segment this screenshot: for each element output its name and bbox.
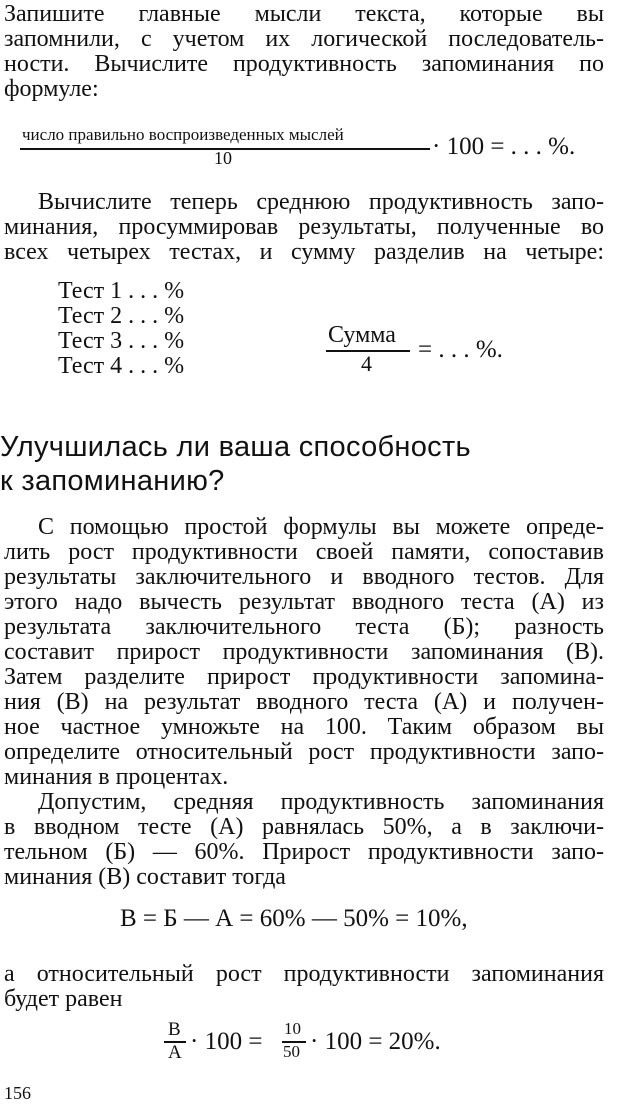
text-line: результата заключительного теста (Б); разность — [4, 614, 604, 640]
formula-rhs: · 100 = 20%. — [310, 1028, 441, 1055]
text-line: минания в процентах. — [4, 764, 229, 790]
text-line: лить рост продуктивности своей памяти, сопоставив — [4, 539, 604, 565]
text-line: формуле: — [4, 76, 99, 102]
intro-paragraph — [4, 2, 604, 102]
section-heading — [0, 430, 471, 498]
text-line: а относительный рост продуктивности запоминания — [4, 961, 604, 987]
text-line: этого надо вычесть результат вводного теста (А) из — [4, 589, 604, 615]
sum-numerator: Сумма — [328, 322, 396, 348]
text-line: С помощью простой формулы вы можете опреде- — [38, 514, 604, 540]
formula-rhs: · 100 = . . . %. — [432, 133, 576, 160]
fraction-numerator: В — [168, 1019, 181, 1040]
test-line: Тест 1 . . . % — [58, 278, 185, 304]
text-line: ности. Вычислите продуктивность запоминания по — [4, 51, 604, 77]
sum-denominator: 4 — [361, 351, 372, 376]
text-line: минания (В) составит тогда — [4, 864, 286, 890]
formula-numerator: число правильно воспроизведенных мыслей — [22, 125, 344, 144]
fraction-numerator: 10 — [284, 1019, 301, 1038]
average-paragraph — [4, 190, 604, 265]
text-line: Затем разделите прирост продуктивности запомина- — [4, 664, 604, 690]
text-line: Запишите главные мысли текста, которые вы — [4, 1, 604, 27]
page-number: 156 — [4, 1083, 31, 1103]
text-line: ное частное умножьте на 100. Таким образом вы — [4, 714, 604, 740]
text-line: минания, просуммировав результаты, полученные во — [4, 214, 604, 240]
text-line: всех четырех тестах, и сумму разделив на четыре: — [4, 239, 604, 265]
test-line: Тест 3 . . . % — [58, 328, 185, 354]
fraction-denominator: А — [168, 1042, 182, 1063]
increment-equation: В = Б — А = 60% — 50% = 10%, — [120, 905, 468, 932]
body-paragraph-2 — [4, 790, 604, 890]
text-line: ния (В) на результат вводного теста (А) и получен- — [4, 689, 604, 715]
text-line: результаты заключительного и вводного тестов. Для — [4, 564, 604, 590]
sum-rhs: = . . . %. — [418, 336, 503, 363]
text-line: будет равен — [4, 986, 123, 1012]
fraction-denominator: 50 — [283, 1042, 300, 1061]
text-line: определите относительный рост продуктивности запо- — [4, 739, 604, 765]
heading-line: Улучшилась ли ваша способность — [0, 431, 471, 463]
text-line: в вводном тесте (А) равнялась 50%, а в заключи- — [4, 814, 604, 840]
body-paragraph-3 — [4, 962, 604, 1012]
body-paragraph-1 — [4, 515, 604, 790]
text-line: запомнили, с учетом их логической последователь- — [4, 26, 604, 52]
text-line: Вычислите теперь среднюю продуктивность запо- — [38, 189, 604, 215]
tests-list — [58, 279, 184, 379]
formula-denominator: 10 — [214, 148, 232, 168]
test-line: Тест 4 . . . % — [58, 353, 185, 379]
formula-middle: · 100 = — [190, 1028, 263, 1055]
heading-line: к запоминанию? — [0, 465, 225, 497]
text-line: составит прирост продуктивности запоминания (В). — [4, 639, 604, 665]
text-line: Допустим, средняя продуктивность запоминания — [38, 789, 604, 815]
test-line: Тест 2 . . . % — [58, 303, 185, 329]
text-line: тельном (Б) — 60%. Прирост продуктивности запо- — [4, 839, 604, 865]
